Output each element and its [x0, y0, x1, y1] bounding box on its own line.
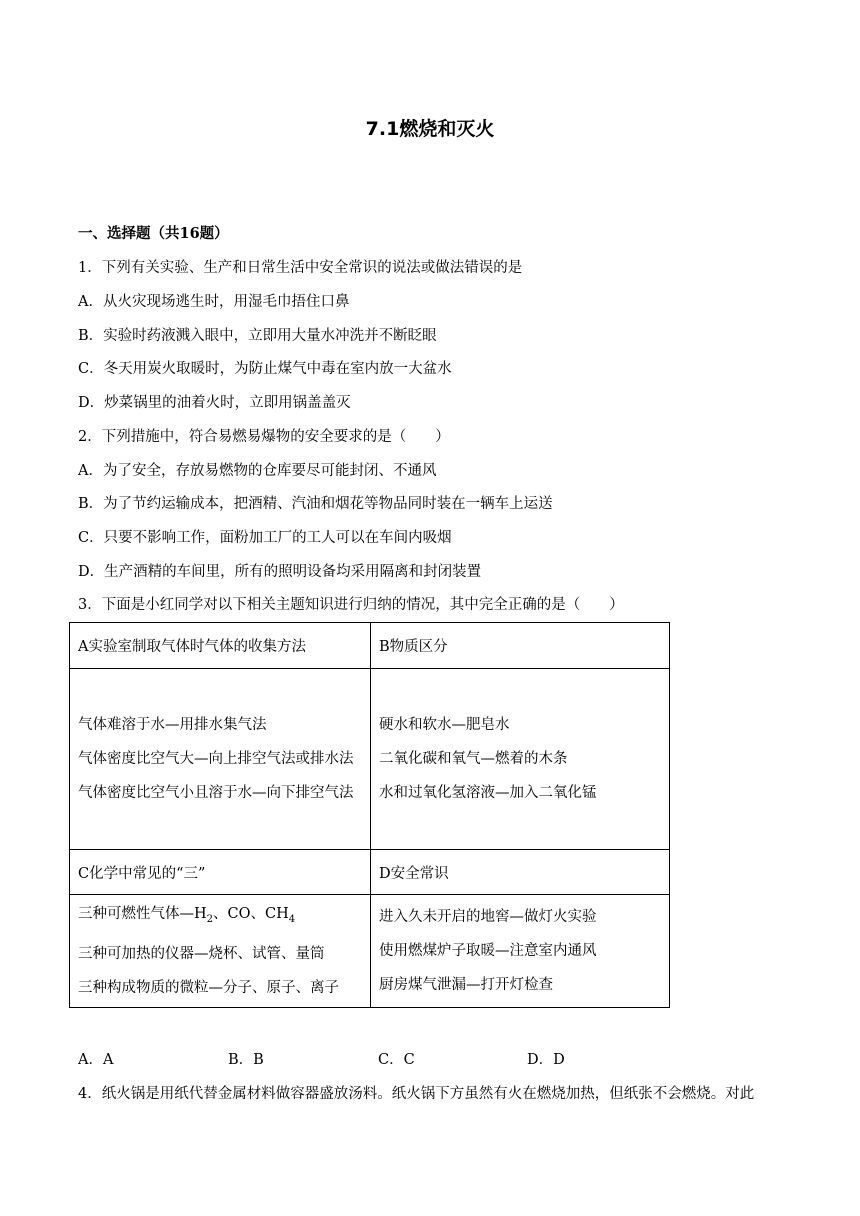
question-3-stem: 3．下面是小红同学对以下相关主题知识进行归纳的情况，其中完全正确的是（ ） [78, 597, 624, 613]
question-1-option-c: C．冬天用炭火取暖时，为防止煤气中毒在室内放一大盆水 [78, 361, 452, 377]
table-a-line: 气体密度比空气大—向上排空气法或排水法 [78, 751, 354, 767]
table-a-line: 气体密度比空气小且溶于水—向下排空气法 [78, 785, 354, 801]
table-b-line: 水和过氧化氢溶液—加入二氧化锰 [379, 785, 597, 801]
table-c-line: 三种构成物质的微粒—分子、原子、离子 [78, 979, 339, 996]
table-c-line: 三种可燃性气体$—H_2$、CO、$CH_4$ [78, 906, 296, 925]
question-3-option-c: C．C [378, 1052, 415, 1068]
question-3-option-a: A．A [78, 1052, 114, 1068]
table-c-line: 三种可加热的仪器—烧杯、试管、量筒 [78, 945, 325, 962]
question-3-option-d: D．D [527, 1052, 565, 1068]
table-cell-a-body [70, 669, 371, 850]
question-3-option-b: B．B [228, 1052, 264, 1068]
question-1-stem: 1．下列有关实验、生产和日常生活中安全常识的说法或做法错误的是 [78, 260, 523, 276]
question-2-option-a: A．为了安全，存放易燃物的仓库要尽可能封闭、不通风 [78, 463, 437, 479]
table-b-line: 二氧化碳和氧气—燃着的木条 [379, 751, 568, 767]
table-cell-b-body [371, 669, 670, 850]
section-heading: 一、选择题（共16题） [78, 225, 229, 242]
question-2-option-b: B．为了节约运输成本，把酒精、汽油和烟花等物品同时装在一辆车上运送 [78, 496, 553, 512]
table-b-line: 硬水和软水—肥皂水 [379, 717, 510, 733]
table-a-line: 气体难溶于水—用排水集气法 [78, 717, 267, 733]
question-4-stem: 4．纸火锅是用纸代替金属材料做容器盛放汤料。纸火锅下方虽然有火在燃烧加热，但纸张不会燃烧。对此 [78, 1086, 755, 1102]
table-cell-a-header: A实验室制取气体时气体的收集方法 [70, 623, 371, 669]
table-cell-d-body [371, 895, 670, 1008]
question-2-option-c: C．只要不影响工作，面粉加工厂的工人可以在车间内吸烟 [78, 530, 452, 546]
page-title: 7.1燃烧和灭火 [365, 118, 495, 140]
question-1-option-d: D．炒菜锅里的油着火时，立即用锅盖盖灭 [78, 395, 351, 411]
question-2-option-d: D．生产酒精的车间里，所有的照明设备均采用隔离和封闭装置 [78, 564, 482, 580]
question-1-option-a: A．从火灾现场逃生时，用湿毛巾捂住口鼻 [78, 294, 350, 310]
table-cell-c-header: C化学中常见的“三” [70, 850, 371, 895]
table-cell-d-header: D安全常识 [371, 850, 670, 895]
question-1-option-b: B．实验时药液溅入眼中，立即用大量水冲洗并不断眨眼 [78, 328, 437, 344]
table-cell-c-body [70, 895, 371, 1008]
table-d-line: 厨房煤气泄漏—打开灯检查 [379, 977, 553, 993]
question-2-stem: 2．下列措施中，符合易燃易爆物的安全要求的是（ ） [78, 429, 450, 445]
table-d-line: 使用燃煤炉子取暖—注意室内通风 [379, 943, 597, 959]
question-3-table [69, 622, 670, 1008]
table-cell-b-header: B物质区分 [371, 623, 670, 669]
table-d-line: 进入久未开启的地窖—做灯火实验 [379, 909, 597, 925]
